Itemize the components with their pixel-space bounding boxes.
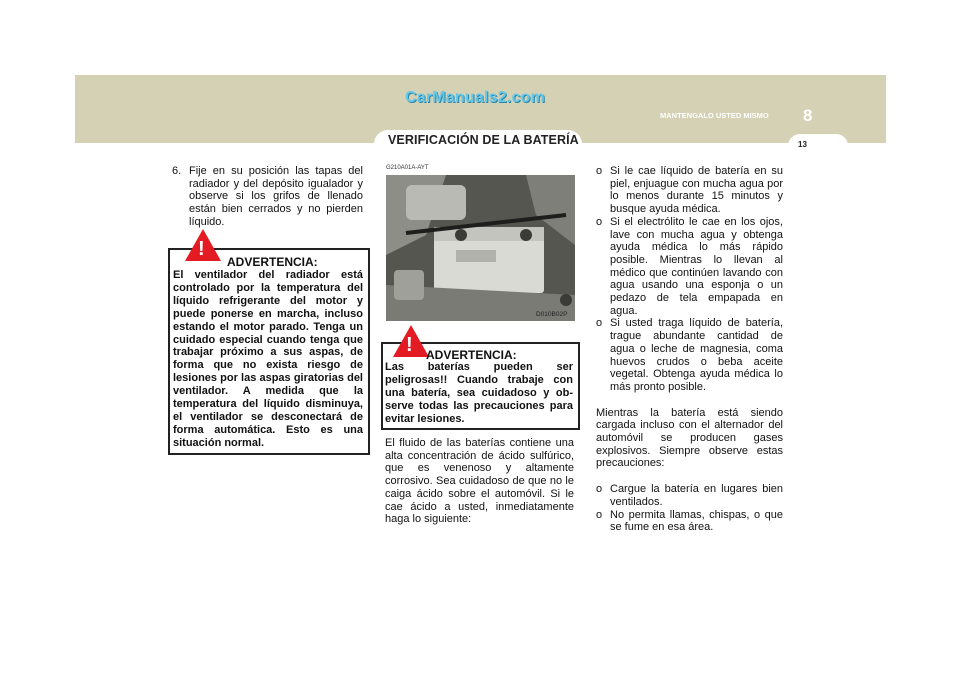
bullet: o bbox=[596, 215, 603, 228]
list-item-text: Si el electrólito le cae en los ojos, lave con mucha agua y obtenga ayuda médica lo más rápido posible. Mientras lo llevan al médico que continúen lavando con agua usando una esponja o un pedazo de tela empapada en agua. bbox=[610, 215, 783, 317]
bullet: o bbox=[596, 165, 603, 177]
warning-text-left: El ventilador del radiador está controlado por la temperatura del líquido refrigerante del motor y puede ponerse en marcha, incluso estando el motor parado. Tenga un cuidado especial cuando tenga que trabajar próximo a sus aspas, de forma que no exista riesgo de lesiones por las aspas giratorias del ventilador. A medida que la temperatura del líquido disminuya, el ventilador se desconectará de forma automática. Esto es una situación normal. bbox=[173, 269, 363, 449]
site-watermark[interactable]: CarManuals2.com bbox=[405, 89, 545, 106]
middle-body: El fluido de las baterías contiene una alta concentración de ácido sulfúrico, que es venenoso y altamente corrosivo. Sea cuidadoso de que no le caiga ácido sobre el automóvil. Si le cae ácido a usted, inmediatamente haga lo siguiente: bbox=[385, 437, 574, 526]
precautions-paragraph: Mientras la batería está siendo cargada incluso con el alternador del automóvil se producen gases explosivos. Siempre observe estas precauciones: bbox=[596, 406, 783, 470]
section-title: VERIFICACIÓN DE LA BATERÍA bbox=[388, 133, 579, 147]
page-number: 13 bbox=[798, 140, 807, 149]
right-column bbox=[596, 165, 783, 534]
battery-photo bbox=[386, 175, 575, 321]
list-item bbox=[596, 317, 783, 393]
chapter-number: 8 bbox=[803, 106, 813, 125]
exclamation-icon: ! bbox=[198, 238, 205, 260]
list-item bbox=[596, 509, 783, 534]
left-item bbox=[172, 165, 363, 229]
list-item-text: Si le cae líquido de batería en su piel, enjuague con mucha agua por lo menos durante 15 minutos y busque ayuda médica. bbox=[610, 165, 783, 216]
warning-title-left: ADVERTENCIA: bbox=[227, 255, 318, 269]
page-tab bbox=[788, 134, 848, 154]
list-item bbox=[596, 483, 783, 508]
list-item-text: Si usted traga líquido de batería, trague abundante cantidad de agua o leche de magnesia, coma huevos crudos o beba aceite vegetal. Obtenga ayuda médica lo más pronto posible. bbox=[610, 317, 783, 393]
list-item-text: Cargue la batería en lugares bien ventilados. bbox=[610, 483, 783, 508]
image-code: D010B02P bbox=[536, 311, 568, 318]
battery-illustration bbox=[386, 175, 575, 321]
bullet: o bbox=[596, 317, 603, 330]
warning-title-middle: ADVERTENCIA: bbox=[426, 348, 517, 362]
bullet: o bbox=[596, 508, 603, 521]
bullet: o bbox=[596, 483, 603, 496]
chapter-label: MANTENGALO USTED MISMO bbox=[660, 111, 769, 120]
item-text: Fije en su posición las tapas del radiador y del depósito igualador y observe si los grifos de llenado están bien cerrados y no pierden líquido. bbox=[189, 165, 363, 228]
list-item-text: No permita llamas, chispas, o que se fume en esa área. bbox=[610, 508, 783, 534]
item-number: 6. bbox=[172, 165, 182, 177]
exclamation-icon: ! bbox=[406, 334, 413, 356]
list-item bbox=[596, 165, 783, 216]
list-item bbox=[596, 216, 783, 318]
section-code: G210A01A-AYT bbox=[386, 165, 429, 171]
warning-text-middle: Las baterías pueden ser peligrosas!! Cuando trabaje con una batería, sea cuidadoso y ob-serve todas las precauciones para evitar lesiones. bbox=[385, 361, 573, 425]
